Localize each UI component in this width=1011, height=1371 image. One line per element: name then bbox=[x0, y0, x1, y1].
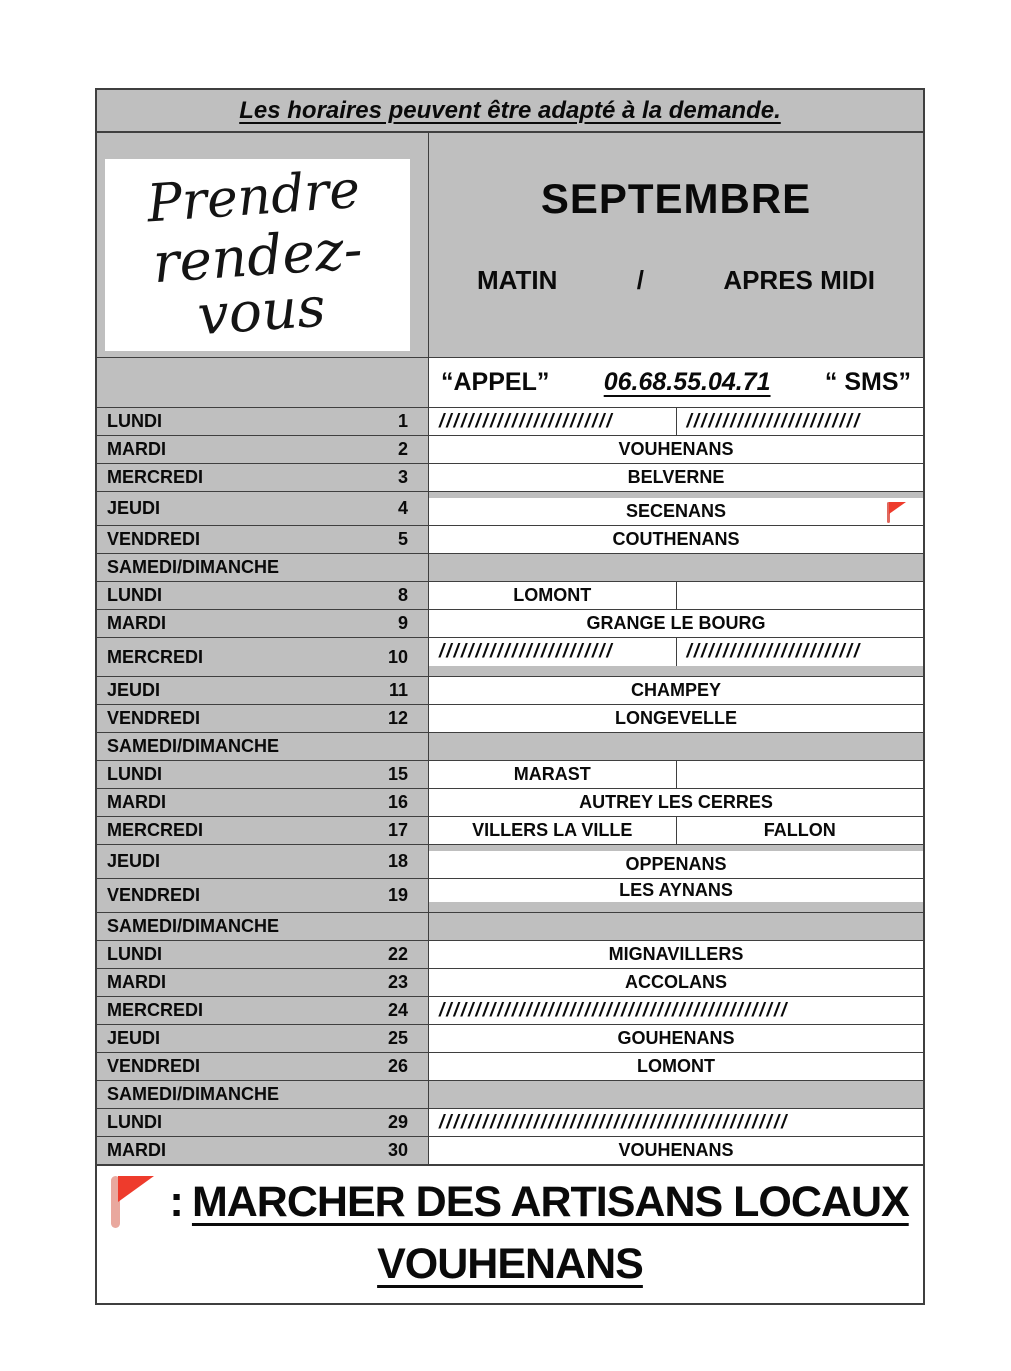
logo-line1: Prendre bbox=[145, 159, 362, 235]
flag-icon bbox=[111, 1174, 155, 1230]
schedule-row bbox=[97, 582, 923, 610]
day-label: VENDREDI bbox=[107, 529, 201, 549]
location-cells bbox=[429, 705, 923, 732]
day-label: MERCREDI bbox=[107, 467, 204, 487]
schedule-row bbox=[97, 761, 923, 789]
day-cell bbox=[97, 1025, 429, 1052]
day-number: 4 bbox=[397, 498, 408, 518]
schedule-row bbox=[97, 705, 923, 733]
schedule-rows bbox=[97, 408, 923, 1165]
schedule-row bbox=[97, 1109, 923, 1137]
day-cell bbox=[97, 554, 429, 581]
month-cell bbox=[429, 133, 923, 357]
day-cell bbox=[97, 705, 429, 732]
day-cell bbox=[97, 677, 429, 704]
day-number: 25 bbox=[387, 1028, 408, 1048]
footer-line2 bbox=[107, 1240, 913, 1289]
schedule-row bbox=[97, 492, 923, 526]
day-label: SAMEDI/DIMANCHE bbox=[107, 1084, 280, 1104]
schedule-row bbox=[97, 610, 923, 638]
day-number: 23 bbox=[387, 972, 408, 992]
location-cell: GOUHENANS bbox=[429, 1025, 923, 1052]
day-cell bbox=[97, 1109, 429, 1136]
day-number: 17 bbox=[387, 820, 408, 840]
day-cell bbox=[97, 879, 429, 912]
period-labels bbox=[429, 265, 923, 296]
day-number: 19 bbox=[387, 885, 408, 905]
day-label: LUNDI bbox=[107, 764, 162, 784]
day-cell bbox=[97, 492, 429, 525]
appointment-logo bbox=[105, 159, 410, 351]
schedule-row bbox=[97, 845, 923, 879]
day-label: MARDI bbox=[107, 1140, 166, 1160]
day-cell bbox=[97, 526, 429, 553]
day-label: MARDI bbox=[107, 439, 166, 459]
location-cells bbox=[429, 677, 923, 704]
day-label: LUNDI bbox=[107, 944, 162, 964]
sms-label: “ SMS” bbox=[824, 368, 911, 396]
location-cells bbox=[429, 997, 923, 1024]
location-cells bbox=[429, 554, 923, 581]
footer-colon: : bbox=[169, 1177, 184, 1226]
location-cells bbox=[429, 436, 923, 463]
day-cell bbox=[97, 1137, 429, 1164]
day-number: 8 bbox=[397, 585, 408, 605]
flag-icon bbox=[887, 502, 909, 524]
location-cell: SECENANS bbox=[429, 498, 923, 525]
location-cell: FALLON bbox=[676, 817, 924, 844]
schedule-row bbox=[97, 1025, 923, 1053]
logo-script-text bbox=[100, 161, 416, 350]
day-number: 26 bbox=[387, 1056, 408, 1076]
month-band bbox=[97, 133, 923, 358]
day-cell bbox=[97, 408, 429, 435]
location-cell: VOUHENANS bbox=[429, 1137, 923, 1164]
location-cell: ACCOLANS bbox=[429, 969, 923, 996]
schedule-row bbox=[97, 879, 923, 913]
contact-info bbox=[429, 358, 923, 407]
location-cell: MIGNAVILLERS bbox=[429, 941, 923, 968]
schedule-row bbox=[97, 789, 923, 817]
location-cells bbox=[429, 1053, 923, 1080]
location-cells bbox=[429, 913, 923, 940]
footer-text-line2: VOUHENANS bbox=[377, 1240, 643, 1288]
location-cells bbox=[429, 761, 923, 788]
location-cells bbox=[429, 733, 923, 760]
morning-label: MATIN bbox=[477, 265, 558, 295]
location-cell: MARAST bbox=[429, 761, 676, 788]
location-cells bbox=[429, 1137, 923, 1164]
day-cell bbox=[97, 1053, 429, 1080]
day-cell bbox=[97, 1081, 429, 1108]
day-label: LUNDI bbox=[107, 411, 162, 431]
day-cell bbox=[97, 789, 429, 816]
crossed-out-cell: //////////////////////// bbox=[676, 408, 924, 435]
day-cell bbox=[97, 913, 429, 940]
header-notice-text: Les horaires peuvent être adapté à la demande. bbox=[239, 96, 781, 124]
location-cells bbox=[429, 879, 923, 912]
day-cell bbox=[97, 610, 429, 637]
day-cell bbox=[97, 733, 429, 760]
day-label: JEUDI bbox=[107, 680, 161, 700]
day-number: 11 bbox=[388, 680, 408, 700]
day-cell bbox=[97, 969, 429, 996]
logo-cell bbox=[97, 133, 429, 357]
day-cell bbox=[97, 436, 429, 463]
day-label: MARDI bbox=[107, 792, 166, 812]
schedule-row bbox=[97, 817, 923, 845]
day-cell bbox=[97, 845, 429, 878]
schedule-row bbox=[97, 1053, 923, 1081]
location-cell bbox=[676, 582, 924, 609]
location-cells bbox=[429, 941, 923, 968]
crossed-out-cell: //////////////////////////////////////////////// bbox=[429, 997, 923, 1024]
location-cell: CHAMPEY bbox=[429, 677, 923, 704]
location-cell: LES AYNANS bbox=[429, 879, 923, 902]
location-cell: LONGEVELLE bbox=[429, 705, 923, 732]
day-label: MARDI bbox=[107, 613, 166, 633]
day-number: 16 bbox=[387, 792, 408, 812]
day-cell bbox=[97, 638, 429, 676]
day-number: 3 bbox=[397, 467, 408, 487]
day-label: MARDI bbox=[107, 972, 166, 992]
day-number: 15 bbox=[387, 764, 408, 784]
crossed-out-cell: //////////////////////// bbox=[429, 408, 676, 435]
weekend-row bbox=[97, 1081, 923, 1109]
afternoon-label: APRES MIDI bbox=[723, 265, 875, 295]
day-number: 9 bbox=[397, 613, 408, 633]
day-label: VENDREDI bbox=[107, 708, 201, 728]
call-label: “APPEL” bbox=[441, 368, 550, 396]
location-cells bbox=[429, 638, 923, 676]
schedule-row bbox=[97, 408, 923, 436]
logo-line2: rendez-vous bbox=[150, 216, 365, 348]
day-label: LUNDI bbox=[107, 585, 162, 605]
schedule-row bbox=[97, 969, 923, 997]
flag-triangle bbox=[889, 502, 906, 514]
day-label: MERCREDI bbox=[107, 820, 204, 840]
schedule-row bbox=[97, 941, 923, 969]
location-cells bbox=[429, 817, 923, 844]
day-label: VENDREDI bbox=[107, 1056, 201, 1076]
location-cell bbox=[676, 761, 924, 788]
schedule-row bbox=[97, 1137, 923, 1165]
location-cell: LOMONT bbox=[429, 1053, 923, 1080]
location-cell: AUTREY LES CERRES bbox=[429, 789, 923, 816]
day-number: 2 bbox=[397, 439, 408, 459]
month-title: SEPTEMBRE bbox=[540, 175, 812, 222]
day-number: 12 bbox=[387, 708, 408, 728]
location-cells bbox=[429, 845, 923, 878]
location-cells bbox=[429, 789, 923, 816]
location-cells bbox=[429, 492, 923, 525]
day-cell bbox=[97, 464, 429, 491]
day-cell bbox=[97, 817, 429, 844]
day-number: 10 bbox=[387, 646, 408, 667]
crossed-out-cell: //////////////////////////////////////////////// bbox=[429, 1109, 923, 1136]
weekend-row bbox=[97, 913, 923, 941]
location-cells bbox=[429, 1109, 923, 1136]
day-label: LUNDI bbox=[107, 1112, 162, 1132]
contact-row bbox=[97, 358, 923, 408]
location-cell: VOUHENANS bbox=[429, 436, 923, 463]
schedule-sheet bbox=[95, 88, 925, 1305]
contact-left-spacer bbox=[97, 358, 429, 407]
location-cells bbox=[429, 526, 923, 553]
footer-line1 bbox=[107, 1174, 913, 1230]
header-notice bbox=[97, 90, 923, 133]
location-cells bbox=[429, 969, 923, 996]
location-cells bbox=[429, 464, 923, 491]
day-number: 22 bbox=[387, 944, 408, 964]
day-label: JEUDI bbox=[107, 851, 161, 871]
day-label: SAMEDI/DIMANCHE bbox=[107, 736, 280, 756]
location-cells bbox=[429, 1025, 923, 1052]
schedule-row bbox=[97, 997, 923, 1025]
day-label: VENDREDI bbox=[107, 885, 201, 905]
day-label: SAMEDI/DIMANCHE bbox=[107, 557, 280, 577]
period-separator: / bbox=[636, 265, 644, 295]
weekend-row bbox=[97, 733, 923, 761]
day-cell bbox=[97, 997, 429, 1024]
phone-number: 06.68.55.04.71 bbox=[603, 368, 771, 396]
day-number: 18 bbox=[387, 851, 408, 871]
location-cell: OPPENANS bbox=[429, 851, 923, 878]
flag-triangle bbox=[118, 1176, 154, 1202]
footer-text-line1: MARCHER DES ARTISANS LOCAUX bbox=[191, 1177, 909, 1226]
location-cell: LOMONT bbox=[429, 582, 676, 609]
location-cell: GRANGE LE BOURG bbox=[429, 610, 923, 637]
day-label: MERCREDI bbox=[107, 646, 204, 667]
location-cell: BELVERNE bbox=[429, 464, 923, 491]
schedule-row bbox=[97, 436, 923, 464]
location-cell: VILLERS LA VILLE bbox=[429, 817, 676, 844]
day-number: 24 bbox=[387, 1000, 408, 1020]
day-label: MERCREDI bbox=[107, 1000, 204, 1020]
location-cells bbox=[429, 408, 923, 435]
day-number: 29 bbox=[387, 1112, 408, 1132]
schedule-row bbox=[97, 526, 923, 554]
crossed-out-cell: //////////////////////// bbox=[429, 638, 676, 666]
location-cells bbox=[429, 610, 923, 637]
day-number: 5 bbox=[397, 529, 408, 549]
day-label: JEUDI bbox=[107, 1028, 161, 1048]
day-number: 1 bbox=[397, 411, 408, 431]
schedule-row bbox=[97, 638, 923, 677]
crossed-out-cell: //////////////////////// bbox=[676, 638, 924, 666]
schedule-row bbox=[97, 677, 923, 705]
day-cell bbox=[97, 941, 429, 968]
day-number: 30 bbox=[387, 1140, 408, 1160]
weekend-row bbox=[97, 554, 923, 582]
day-label: JEUDI bbox=[107, 498, 161, 518]
day-cell bbox=[97, 582, 429, 609]
location-cell: COUTHENANS bbox=[429, 526, 923, 553]
footer-note bbox=[97, 1165, 923, 1303]
day-label: SAMEDI/DIMANCHE bbox=[107, 916, 280, 936]
location-cells bbox=[429, 1081, 923, 1108]
location-cells bbox=[429, 582, 923, 609]
schedule-row bbox=[97, 464, 923, 492]
day-cell bbox=[97, 761, 429, 788]
